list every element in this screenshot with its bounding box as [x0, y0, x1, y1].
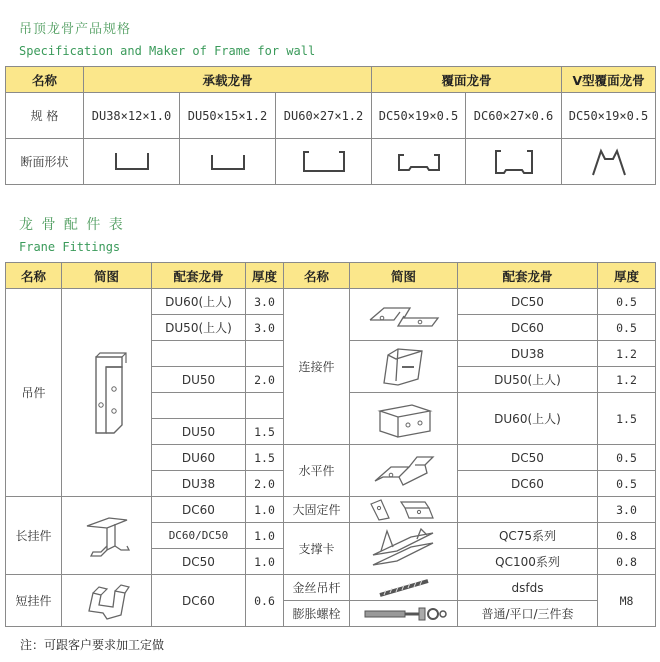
table-cell-frame: DC60	[458, 315, 598, 341]
table-cell-frame: DC50	[152, 549, 246, 575]
fittings-section-subtitle: Frane Fittings	[19, 240, 121, 254]
rod-figure-icon	[350, 575, 458, 601]
table-cell-frame: DU50(上人)	[458, 367, 598, 393]
fittings-table	[5, 262, 656, 627]
table-cell-frame: DU60	[152, 445, 246, 471]
table-cell-frame: DC60	[152, 497, 246, 523]
table-cell-frame: DU60(上人)	[152, 289, 246, 315]
table-cell-frame: dsfds	[458, 575, 598, 601]
shape-row-label: 断面形状	[6, 139, 84, 185]
level-figure-icon	[350, 445, 458, 497]
bolt-figure-icon	[350, 601, 458, 627]
table-cell-frame: DC60/DC50	[152, 523, 246, 549]
table-cell-thick: 1.5	[246, 445, 284, 471]
long-hanger-name: 长挂件	[6, 497, 62, 575]
fit-header-thick: 厚度	[246, 263, 284, 289]
dc60-profile-icon	[466, 139, 562, 185]
table-cell-frame: QC100系列	[458, 549, 598, 575]
connector-figure-1-icon	[350, 289, 458, 341]
table-cell-thick: 1.0	[246, 523, 284, 549]
table-cell-frame: DU50(上人)	[152, 315, 246, 341]
spec-table	[5, 66, 656, 185]
table-cell-thick: 0.6	[246, 575, 284, 627]
connector-figure-2-icon	[350, 341, 458, 393]
connector-figure-3-icon	[350, 393, 458, 445]
spec-header-bearing: 承载龙骨	[84, 67, 372, 93]
fit-header-frame: 配套龙骨	[152, 263, 246, 289]
spec-value: DU60×27×1.2	[276, 93, 372, 139]
dc50-profile-icon	[372, 139, 466, 185]
table-cell-frame: DU38	[458, 341, 598, 367]
table-cell-thick: M8	[598, 575, 656, 627]
table-cell-thick: 0.8	[598, 549, 656, 575]
brace-figure-icon	[350, 523, 458, 575]
table-cell-thick: 1.2	[598, 341, 656, 367]
fit-header-figure-2: 简图	[350, 263, 458, 289]
hanger-name: 吊件	[6, 289, 62, 497]
table-cell-frame: DC50	[458, 445, 598, 471]
brace-name: 支撑卡	[284, 523, 350, 575]
fixer-figure-icon	[350, 497, 458, 523]
table-cell-thick: 0.8	[598, 523, 656, 549]
table-cell-frame: DC60	[152, 575, 246, 627]
spec-section-title: 吊顶龙骨产品规格	[19, 22, 132, 37]
spec-value: DC50×19×0.5	[372, 93, 466, 139]
bolt-name: 膨胀螺栓	[284, 601, 350, 627]
table-cell-thick: 3.0	[598, 497, 656, 523]
table-cell-thick: 1.2	[598, 367, 656, 393]
fit-header-figure: 简图	[62, 263, 152, 289]
spec-header-cover: 覆面龙骨	[372, 67, 562, 93]
short-hanger-figure-icon	[62, 575, 152, 627]
table-cell-frame: DU50	[152, 367, 246, 393]
table-cell-thick: 2.0	[246, 367, 284, 393]
du50-profile-icon	[180, 139, 276, 185]
table-cell-thick: 0.5	[598, 471, 656, 497]
fixer-name: 大固定件	[284, 497, 350, 523]
table-cell-thick: 0.5	[598, 315, 656, 341]
table-cell-frame: DC50	[458, 289, 598, 315]
table-cell-thick: 1.5	[246, 419, 284, 445]
fit-header-thick-2: 厚度	[598, 263, 656, 289]
table-cell-thick: 3.0	[246, 315, 284, 341]
table-cell-frame	[152, 341, 246, 367]
table-cell-thick: 0.5	[598, 289, 656, 315]
table-cell-frame: DU60(上人)	[458, 393, 598, 445]
spec-value: DC60×27×0.6	[466, 93, 562, 139]
table-cell-frame: DU50	[152, 419, 246, 445]
table-cell-frame: DC60	[458, 471, 598, 497]
spec-value: DC50×19×0.5	[562, 93, 656, 139]
table-cell-thick: 0.5	[598, 445, 656, 471]
hanger-figure-icon	[62, 289, 152, 497]
long-hanger-figure-icon	[62, 497, 152, 575]
spec-header-vcover: V型覆面龙骨	[562, 67, 656, 93]
table-cell-thick: 1.0	[246, 497, 284, 523]
table-cell-frame	[152, 393, 246, 419]
spec-header-name: 名称	[6, 67, 84, 93]
v-cover-profile-icon	[562, 139, 656, 185]
fit-header-name-2: 名称	[284, 263, 350, 289]
spec-row-label: 规 格	[6, 93, 84, 139]
fittings-section-title: 龙 骨 配 件 表	[19, 217, 125, 233]
spec-value: DU38×12×1.0	[84, 93, 180, 139]
table-cell-thick	[246, 393, 284, 419]
rod-name: 金丝吊杆	[284, 575, 350, 601]
short-hanger-name: 短挂件	[6, 575, 62, 627]
fit-header-frame-2: 配套龙骨	[458, 263, 598, 289]
du60-profile-icon	[276, 139, 372, 185]
table-cell-thick	[246, 341, 284, 367]
level-name: 水平件	[284, 445, 350, 497]
fit-header-name: 名称	[6, 263, 62, 289]
spec-section-subtitle: Specification and Maker of Frame for wall	[19, 44, 316, 58]
table-cell-frame	[458, 497, 598, 523]
table-cell-frame: DU38	[152, 471, 246, 497]
footnote: 注：可跟客户要求加工定做	[20, 638, 165, 652]
table-cell-thick: 1.0	[246, 549, 284, 575]
table-cell-thick: 3.0	[246, 289, 284, 315]
table-cell-frame: 普通/平口/三件套	[458, 601, 598, 627]
du38-profile-icon	[84, 139, 180, 185]
table-cell-frame: QC75系列	[458, 523, 598, 549]
spec-value: DU50×15×1.2	[180, 93, 276, 139]
table-cell-thick: 2.0	[246, 471, 284, 497]
table-cell-thick: 1.5	[598, 393, 656, 445]
connector-name: 连接件	[284, 289, 350, 445]
